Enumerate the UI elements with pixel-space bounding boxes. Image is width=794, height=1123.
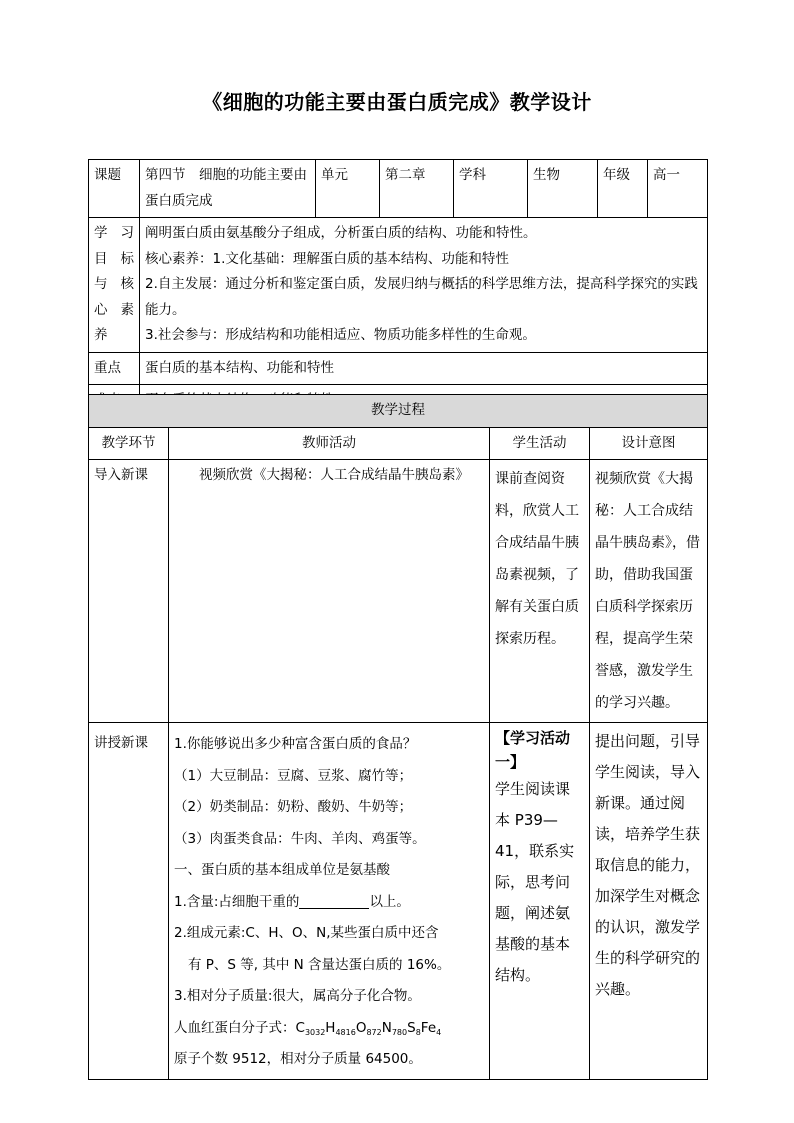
intro-student: 课前查阅资料，欣赏人工合成结晶牛胰岛素视频，了解有关蛋白质探索历程。	[490, 460, 590, 723]
teacher-line: （1）大豆制品：豆腐、豆浆、腐竹等；	[174, 767, 413, 784]
teacher-line: 3.相对分子质量:很大，属高分子化合物。	[174, 988, 421, 1004]
lecture-teacher	[169, 723, 490, 1080]
teacher-line: （3）肉蛋类食品：牛肉、羊肉、鸡蛋等。	[174, 830, 426, 847]
teacher-line: 有 P、S 等, 其中 N 含量达蛋白质的 16%。	[188, 956, 451, 973]
lecture-stage: 讲授新课	[89, 723, 169, 1080]
key-point-value: 蛋白质的基本结构、功能和特性	[140, 352, 708, 385]
content-text: 人血红蛋白分子式：	[174, 1019, 296, 1036]
unit-label: 单元	[316, 160, 380, 218]
objectives-content	[140, 218, 708, 353]
objectives-label: 学习目标与核心素养	[89, 218, 140, 353]
column-header-stage: 教学环节	[89, 427, 169, 460]
grade-label: 年级	[598, 160, 648, 218]
objective-line: 3.社会参与：形成结构和功能相适应、物质功能多样性的生命观。	[145, 327, 536, 343]
column-header-teacher: 教师活动	[169, 427, 490, 460]
teacher-line: 原子个数 9512，相对分子质量 64500。	[174, 1051, 422, 1067]
teacher-line: （2）奶类制品：奶粉、酸奶、牛奶等；	[174, 799, 413, 815]
objective-line: 核心素养：1.文化基础：理解蛋白质的基本结构、功能和特性	[145, 250, 509, 267]
lecture-intent: 提出问题，引导学生阅读，导入新课。通过阅读，培养学生获取信息的能力，加深学生对概念的认识，激发学生的科学研究的兴趣。	[590, 723, 708, 1080]
key-point-label: 重点	[89, 352, 140, 385]
objective-line: 2.自主发展：通过分析和鉴定蛋白质，发展归纳与概括的科学思维方法，提高科学探究的实践能力。	[145, 276, 698, 318]
intro-intent: 视频欣赏《大揭秘：人工合成结晶牛胰岛素》，借助，借助我国蛋白质科学探索历程，提高学生荣誉感，激发学生的学习兴趣。	[590, 460, 708, 723]
objective-line: 阐明蛋白质由氨基酸分子组成，分析蛋白质的结构、功能和特性。	[145, 225, 537, 241]
teacher-line: 2.组成元素:C、H、O、N,某些蛋白质中还含	[174, 925, 439, 941]
teacher-line: 1.你能够说出多少种富含蛋白质的食品？	[174, 736, 417, 752]
process-header: 教学过程	[89, 395, 708, 428]
unit-value: 第二章	[380, 160, 454, 218]
teaching-process-table	[88, 394, 708, 1080]
lecture-student	[490, 723, 590, 1080]
lesson-info-table	[88, 159, 708, 418]
subject-label: 学科	[454, 160, 528, 218]
content-text: 以上。	[369, 893, 410, 910]
teacher-line	[174, 1013, 484, 1045]
hemoglobin-formula: $C_{3032}H_{4816}O_{872}N_{780}S_8Fe_4$	[295, 1019, 442, 1037]
topic-value: 第四节 细胞的功能主要由蛋白质完成	[140, 160, 316, 218]
fill-in-blank	[299, 892, 369, 909]
column-header-intent: 设计意图	[590, 427, 708, 460]
activity-heading: 【学习活动一】	[495, 729, 571, 771]
grade-value: 高一	[648, 160, 708, 218]
teacher-line: 一、蛋白质的基本组成单位是氨基酸	[174, 862, 390, 878]
student-activity-text: 学生阅读课本 P39—41，联系实际，思考问题，阐述氨基酸的基本结构。	[495, 780, 575, 984]
teacher-line	[174, 887, 484, 919]
column-header-student: 学生活动	[490, 427, 590, 460]
content-text: 1.含量:占细胞干重的	[174, 893, 300, 910]
topic-label: 课题	[89, 160, 140, 218]
intro-stage: 导入新课	[89, 460, 169, 723]
page-title: 《细胞的功能主要由蛋白质完成》教学设计	[202, 90, 592, 114]
intro-teacher: 视频欣赏《大揭秘：人工合成结晶牛胰岛素》	[169, 460, 490, 723]
subject-value: 生物	[528, 160, 598, 218]
